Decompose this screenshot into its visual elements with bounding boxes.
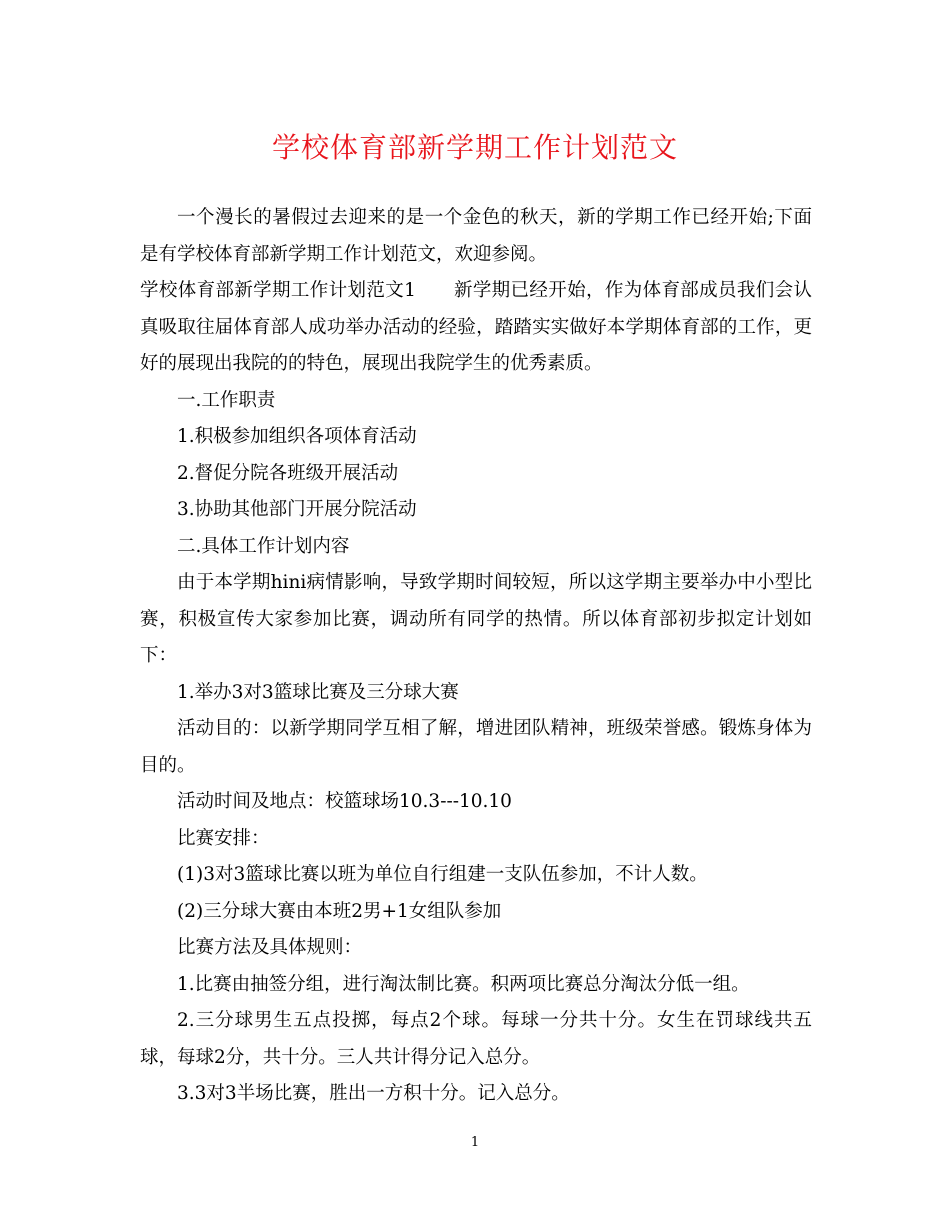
arrangement-item-2: (2)三分球大赛由本班2男+1女组队参加 [177, 900, 502, 922]
rule-item-1: 1.比赛由抽签分组，进行淘汰制比赛。积两项比赛总分淘汰分低一组。 [177, 973, 750, 995]
page-number: 1 [470, 1135, 480, 1150]
duty-item-1: 1.积极参加组织各项体育活动 [177, 426, 417, 447]
arrangement-item-1: (1)3对3篮球比赛以班为单位自行组建一支队伍参加，不计人数。 [177, 864, 708, 885]
intro-paragraph: 一个漫长的暑假过去迎来的是一个金色的秋天，新的学期工作已经开始;下面是有学校体育部新学期工作计划范文，欢迎参阅。 [140, 207, 812, 265]
section-heading-duties: 一.工作职责 [177, 389, 276, 411]
document-body [140, 200, 812, 1113]
plan-intro-paragraph: 学校体育部新学期工作计划范文1 新学期已经开始，作为体育部成员我们会认真吸取往届体育部人成功举办活动的经验，踏踏实实做好本学期体育部的工作，更好的展现出我院的的特色，展现出我院学生的优秀素质。 [140, 280, 812, 374]
duty-item-2: 2.督促分院各班级开展活动 [177, 462, 399, 484]
rule-item-2: 2.三分球男生五点投掷，每点2个球。每球一分共十分。女生在罚球线共五球，每球2分，共十分。三人共计得分记入总分。 [140, 1010, 812, 1068]
activity-time-place: 活动时间及地点：校篮球场10.3---10.10 [177, 791, 512, 812]
rule-item-3: 3.3对3半场比赛，胜出一方积十分。记入总分。 [177, 1083, 570, 1104]
plan-item-1: 1.举办3对3篮球比赛及三分球大赛 [177, 681, 459, 703]
plan-context-paragraph: 由于本学期hini病情影响，导致学期时间较短，所以这学期主要举办中小型比赛，积极宣传大家参加比赛，调动所有同学的热情。所以体育部初步拟定计划如下： [140, 572, 812, 666]
competition-arrangement-heading: 比赛安排： [177, 827, 270, 849]
section-heading-plan: 二.具体工作计划内容 [177, 535, 350, 557]
duty-item-3: 3.协助其他部门开展分院活动 [177, 499, 417, 520]
rules-heading: 比赛方法及具体规则： [177, 937, 363, 958]
activity-purpose: 活动目的：以新学期同学互相了解，增进团队精神，班级荣誉感。锻炼身体为目的。 [140, 718, 812, 776]
document-title: 学校体育部新学期工作计划范文 [271, 131, 678, 164]
